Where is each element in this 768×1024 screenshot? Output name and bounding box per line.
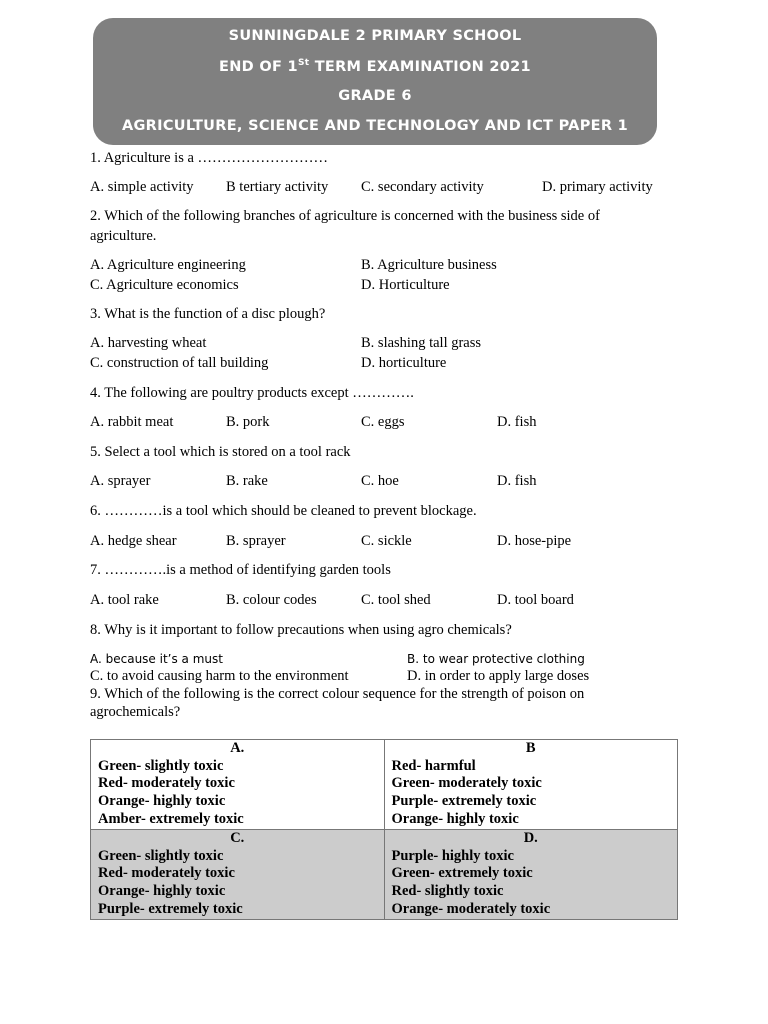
exam-header-banner [93, 18, 657, 145]
q8-option-c: C. to avoid causing harm to the environment [90, 668, 349, 684]
question-9-line-2: agrochemicals? [90, 704, 181, 720]
cell-c-line: Orange- highly toxic [98, 883, 226, 900]
table-row [91, 830, 678, 920]
q2-option-d: D. Horticulture [361, 277, 450, 293]
q4-option-c: C. eggs [361, 414, 405, 430]
q6-option-b: B. sprayer [226, 533, 286, 549]
cell-b-line: Orange- highly toxic [391, 810, 519, 827]
q5-option-c: C. hoe [361, 473, 399, 489]
cell-c-line: Red- moderately toxic [98, 865, 235, 882]
table-row [91, 740, 678, 830]
table-cell-a [91, 740, 385, 830]
q7-option-a: A. tool rake [90, 592, 159, 608]
q7-option-b: B. colour codes [226, 592, 317, 608]
table-cell-b [384, 740, 678, 830]
colour-sequence-table [90, 739, 678, 920]
q1-option-b: B tertiary activity [226, 179, 329, 195]
cell-d-line: Green- extremely toxic [391, 865, 533, 882]
question-8: 8. Why is it important to follow precautions when using agro chemicals? [90, 622, 512, 638]
question-3: 3. What is the function of a disc plough? [90, 306, 326, 322]
school-name: SUNNINGDALE 2 PRIMARY SCHOOL [228, 28, 522, 44]
grade-label: GRADE 6 [338, 88, 412, 104]
cell-b-heading: B [525, 740, 536, 756]
question-6: 6. …………is a tool which should be cleaned to prevent blockage. [90, 503, 477, 519]
q8-option-b: B. to wear protective clothing [407, 652, 585, 666]
cell-a-line: Amber- extremely toxic [98, 810, 244, 827]
cell-a-heading: A. [230, 740, 245, 756]
q3-option-a: A. harvesting wheat [90, 335, 207, 351]
question-5: 5. Select a tool which is stored on a tool rack [90, 444, 351, 460]
cell-a-line: Orange- highly toxic [98, 793, 226, 810]
cell-a-line: Red- moderately toxic [98, 775, 235, 792]
q3-option-d: D. horticulture [361, 355, 447, 371]
paper-title: AGRICULTURE, SCIENCE AND TECHNOLOGY AND ICT PAPER 1 [121, 118, 629, 134]
exam-title: END OF 1St TERM EXAMINATION 2021 [219, 58, 531, 75]
cell-d-heading: D. [523, 830, 538, 846]
q4-option-d: D. fish [497, 414, 537, 430]
q2-option-c: C. Agriculture economics [90, 277, 239, 293]
cell-d-line: Red- slightly toxic [391, 883, 504, 900]
q3-option-b: B. slashing tall grass [361, 335, 482, 351]
cell-c-heading: C. [230, 830, 245, 846]
question-2-line-1: 2. Which of the following branches of agriculture is concerned with the business side of [90, 208, 600, 224]
q5-option-d: D. fish [497, 473, 537, 489]
cell-b-line: Purple- extremely toxic [391, 793, 537, 810]
q1-option-c: C. secondary activity [361, 179, 484, 195]
q1-option-d: D. primary activity [542, 179, 653, 195]
q1-option-a: A. simple activity [90, 179, 194, 195]
q8-option-a: A. because it’s a must [90, 652, 223, 666]
cell-d-line: Orange- moderately toxic [391, 900, 551, 917]
q8-option-d: D. in order to apply large doses [407, 668, 590, 684]
table-cell-c [91, 830, 385, 920]
question-9-line-1: 9. Which of the following is the correct colour sequence for the strength of poison on [90, 686, 585, 702]
q6-option-a: A. hedge shear [90, 533, 177, 549]
question-2-line-2: agriculture. [90, 228, 157, 244]
q2-option-a: A. Agriculture engineering [90, 257, 246, 273]
q3-option-c: C. construction of tall building [90, 355, 269, 371]
q7-option-d: D. tool board [497, 592, 574, 608]
q5-option-a: A. sprayer [90, 473, 151, 489]
q6-option-d: D. hose-pipe [497, 533, 572, 549]
q4-option-b: B. pork [226, 414, 270, 430]
q7-option-c: C. tool shed [361, 592, 431, 608]
cell-c-line: Purple- extremely toxic [98, 900, 243, 917]
cell-d-line: Purple- highly toxic [391, 847, 514, 864]
q6-option-c: C. sickle [361, 533, 412, 549]
cell-c-line: Green- slightly toxic [98, 847, 224, 864]
q5-option-b: B. rake [226, 473, 268, 489]
cell-b-line: Green- moderately toxic [391, 775, 542, 792]
cell-a-line: Green- slightly toxic [98, 757, 224, 774]
question-7: 7. ………….is a method of identifying garden tools [90, 562, 391, 578]
q2-option-b: B. Agriculture business [361, 257, 497, 273]
cell-b-line: Red- harmful [391, 757, 476, 774]
table-cell-d [384, 830, 678, 920]
q4-option-a: A. rabbit meat [90, 414, 174, 430]
question-4: 4. The following are poultry products except …………. [90, 385, 414, 401]
question-1: 1. Agriculture is a ……………………… [90, 150, 329, 166]
